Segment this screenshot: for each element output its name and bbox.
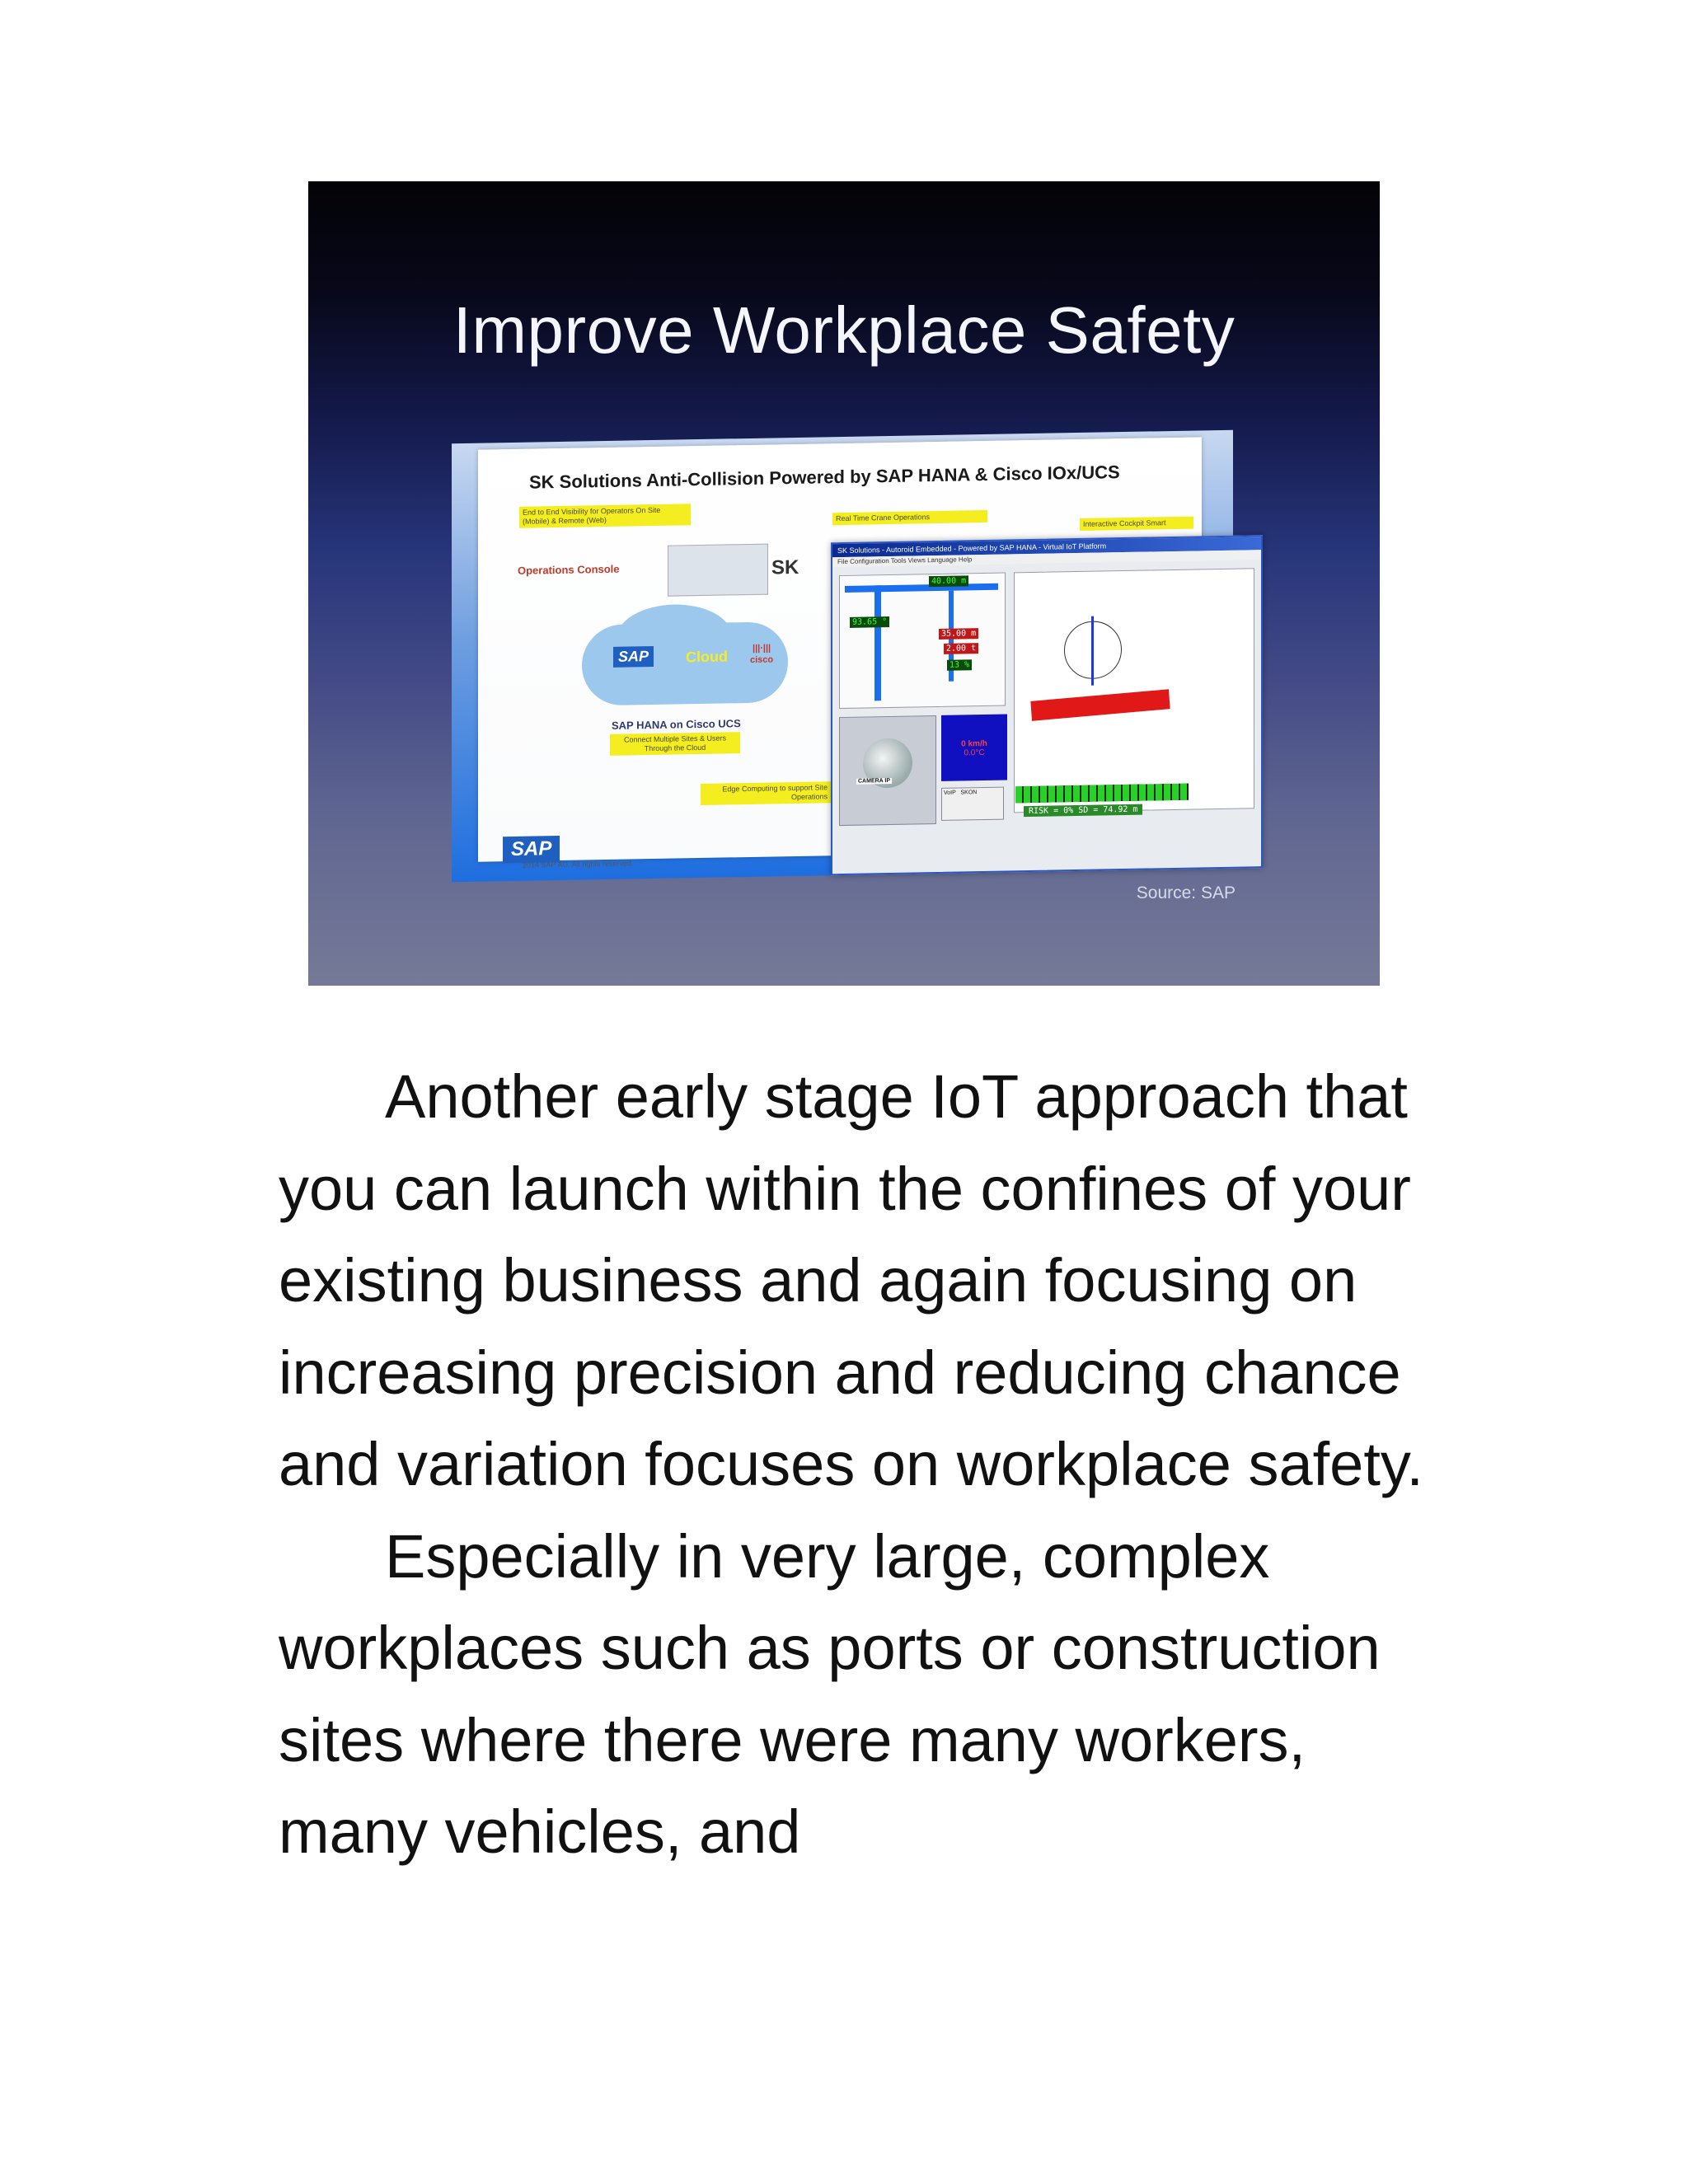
paragraph: Another early stage IoT approach that you can launch within the confines of your existing business and again focusing on increasing precision and reducing chance and variation focuses on workplace safety. [279,1062,1423,1498]
visibility-note: End to End Visibility for Operators On Site (Mobile) & Remote (Web) [519,504,691,528]
realtime-note: Real Time Crane Operations [832,510,987,525]
slide-title: Improve Workplace Safety [452,293,1236,367]
slew-needle [1091,616,1094,686]
camera-label: CAMERA IP [858,777,891,785]
window-titlebar: SK Solutions - Autoroid Embedded - Powered by SAP HANA - Virtual IoT Platform [832,537,1261,557]
sap-cloud-logo: SAP [613,646,654,668]
temperature-readout: 0.0°C [964,748,985,758]
voip-label: VoIP [944,790,956,796]
right-note: Interactive Cockpit Smart [1080,517,1193,531]
risk-meter [1015,784,1189,804]
diagram-sheet [478,437,1202,869]
skon-label: SKON [960,790,978,796]
crane-jib [845,583,998,593]
crane-control-window [831,535,1263,875]
plan-view-panel [1014,568,1254,813]
crane-mast [874,585,881,701]
sap-logo: SAP [503,836,560,863]
cisco-label: cisco [750,654,774,665]
window-menubar: File Configuration Tools Views Language Help [832,550,1261,567]
load-readout: 2.00 t [944,643,978,654]
risk-readout: RISK = 0% SD = 74.92 m [1024,804,1142,818]
voip-panel [941,787,1004,821]
sk-logo: SK [771,555,799,579]
angle-readout: 93.65 ° [850,616,889,628]
height-readout: 40.00 m [929,575,968,587]
embedded-screenshot [452,430,1233,883]
body-text [279,1051,1424,1878]
crane-panel [839,573,1006,710]
cisco-logo: |||·||| cisco [750,643,774,665]
edge-note: Edge Computing to support Site Operations [701,781,831,805]
percent-readout: 13 % [947,659,972,671]
camera-panel [839,715,936,826]
cloud-label: Cloud [686,648,728,666]
console-thumbnail [668,544,768,597]
diagram-title: SK Solutions Anti-Collision Powered by SAP HANA & Cisco IOx/UCS [529,462,1120,493]
distance-readout: 35.00 m [939,628,978,640]
copyright-text: 2014 SAP AG. All rights reserved. [523,859,634,869]
obstacle-bar [1030,689,1170,721]
speed-readout: 0 km/h [961,738,987,749]
source-caption: Source: SAP [1136,883,1236,902]
hana-note: Connect Multiple Sites & Users Through the Cloud [610,732,740,756]
slide-image [308,181,1380,986]
wind-speed-panel [941,715,1007,781]
operations-console-label: Operations Console [518,562,620,577]
paragraph: Especially in very large, complex workplaces such as ports or construction sites where there were many workers, many vehicles, and [279,1521,1381,1866]
hana-title: SAP HANA on Cisco UCS [612,717,741,732]
